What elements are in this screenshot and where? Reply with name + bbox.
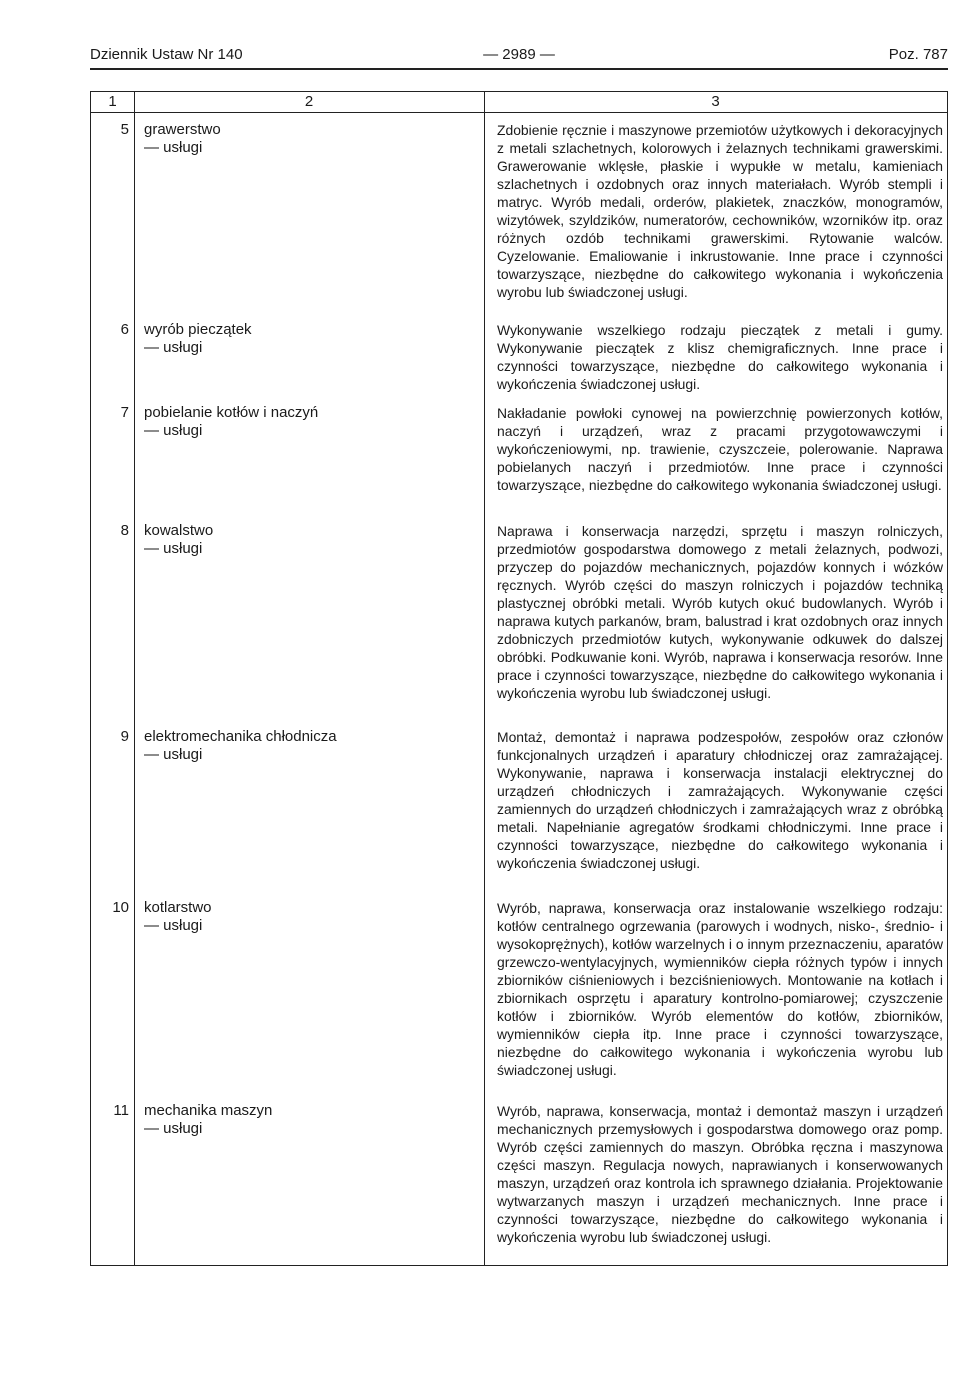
row-number: 8 xyxy=(120,522,129,539)
craft-title: mechanika maszyn xyxy=(144,1102,273,1119)
row-number: 6 xyxy=(120,321,129,338)
header-divider xyxy=(90,68,948,70)
craft-subtitle: — usługi xyxy=(144,422,203,439)
column-header-3: 3 xyxy=(711,93,720,110)
craft-description: Wyrób, naprawa, konserwacja, montaż i demontaż maszyn i urządzeń mechanicznych przemysłowych i gospodarstwa domowego oraz pomp. Wyrób części zamiennych do maszyn. Obróbka ręczna i maszynowa części maszyn. Regulacja nowych, naprawianych i konserwowanych maszyn, urządzeń oraz kontrola ich sprawnego działania. Projektowanie wytwarzanych maszyn i urządzeń mechanicznych. Inne prace i czynności towarzyszące, niezbędne do całkowitego wykonania i wykończenia wyrobu lub świadczonej usługi. xyxy=(497,1103,943,1245)
header-row-divider xyxy=(91,112,947,113)
craft-title: kowalstwo xyxy=(144,522,214,539)
column-divider-1 xyxy=(134,92,135,1265)
craft-description: Zdobienie ręcznie i maszynowe przemiotów użytkowych i dekoracyjnych z metali szlachetnych, kolorowych i żelaznych technikami grawerskimi. Grawerowanie wklęsłe, płaskie i wypukłe w metalu, kamieniach szlachetnych i ozdobnych oraz innych materiałach. Wyrób stempli i matryc. Wyrób medali, orderów, plakietek, znaczków, monogramów, wizytówek, szyldzików, numeratorów, cechowników, wzorników itp. oraz różnych ozdób technikami grawerskimi. Rytowanie walców. Cyzelowanie. Emaliowanie i inkrustowanie. Inne prace i czynności towarzyszące, niezbędne do całkowitego wykonania i wykończenia wyrobu lub świadczonej usługi. xyxy=(497,122,943,300)
craft-description: Wykonywanie wszelkiego rodzaju pieczątek z metali i gumy. Wykonywanie pieczątek z klisz chemigraficznych. Inne prace i czynności towarzyszące, niezbędne do całkowitego wykonania i wykończenia świadczonej usługi. xyxy=(497,322,943,392)
row-number: 5 xyxy=(120,121,129,138)
journal-title: Dziennik Ustaw Nr 140 xyxy=(90,46,243,63)
craft-subtitle: — usługi xyxy=(144,746,203,763)
craft-description: Naprawa i konserwacja narzędzi, sprzętu i maszyn rolniczych, przedmiotów gospodarstwa domowego z metali żelaznych, podwozi, przyczep do pojazdów mechanicznych, pojazdów konnych i wózków ręcznych. Wyrób części do maszyn rolniczych i pojazdów techniką plastycznej obróbki metali. Wyrób kutych okuć budowlanych. Wyrób i naprawa kutych parkanów, bram, balustrad i krat ozdobnych oraz innych zdobniczych przedmiotów kutych, wykonywanie odkuwek do dalszej obróbki. Podkuwanie koni. Wyrób, naprawa i konserwacja resorów. Inne prace i czynności towarzyszące, niezbędne do całkowitego wykonania i wykończenia wyrobu lub świadczonej usługi. xyxy=(497,523,943,701)
craft-name xyxy=(144,522,474,558)
column-header-1: 1 xyxy=(108,93,117,110)
craft-name xyxy=(144,321,474,357)
craft-title: grawerstwo xyxy=(144,121,221,138)
craft-name xyxy=(144,899,474,935)
column-header-2: 2 xyxy=(304,93,314,110)
column-divider-2 xyxy=(484,92,485,1265)
craft-subtitle: — usługi xyxy=(144,540,203,557)
craft-description: Montaż, demontaż i naprawa podzespołów, zespołów oraz członów funkcjonalnych urządzeń i aparatury chłodniczej oraz zamrażającej. Wykonywanie, naprawa i konserwacja instalacji elektrycznej do urządzeń chłodniczych i zamrażających. Wykonywanie części zamiennych do urządzeń chłodniczych i zamrażających wraz z obróbką metali. Napełnianie agregatów środkami chłodniczymi. Inne prace i czynności towarzyszące, niezbędne do całkowitego wykonania i wykończenia świadczonej usługi. xyxy=(497,729,943,871)
craft-subtitle: — usługi xyxy=(144,339,203,356)
craft-title: elektromechanika chłodnicza xyxy=(144,728,337,745)
craft-title: pobielanie kotłów i naczyń xyxy=(144,404,319,421)
craft-subtitle: — usługi xyxy=(144,917,203,934)
row-number: 10 xyxy=(112,899,129,916)
craft-description: Wyrób, naprawa, konserwacja oraz instalowanie wszelkiego rodzaju: kotłów centralnego ogrzewania (parowych i wodnych, nisko-, średnio- i wysokoprężnych), kotłów warzelnych i o innym przeznaczeniu, aparatów grzewczo-wentylacyjnych, wymienników ciepła różnych typów i innych zbiorników ciśnieniowych i bezciśnieniowych. Montowanie na kotłach i zbiornikach osprzętu i aparatury kontrolno-pomiarowej; czyszczenie kotłów i zbiorników. Wyrób elementów do kotłów, zbiorników, wymienników ciepła itp. Inne prace i czynności towarzyszące, niezbędne do całkowitego wykonania i wykończenia wyrobu lub świadczonej usługi. xyxy=(497,900,943,1078)
craft-name xyxy=(144,728,474,764)
row-number: 7 xyxy=(120,404,129,421)
craft-title: wyrób pieczątek xyxy=(144,321,252,338)
row-number: 11 xyxy=(113,1102,129,1119)
craft-subtitle: — usługi xyxy=(144,139,203,156)
row-number: 9 xyxy=(120,728,129,745)
services-table xyxy=(90,91,948,1266)
craft-subtitle: — usługi xyxy=(144,1120,203,1137)
position-number: Poz. 787 xyxy=(888,46,948,63)
craft-title: kotlarstwo xyxy=(144,899,212,916)
craft-name xyxy=(144,1102,474,1138)
page-header xyxy=(90,46,948,68)
craft-description: Nakładanie powłoki cynowej na powierzchnię powierzonych kotłów, naczyń i urządzeń, wraz z pracami przygotowawczymi i wykończeniowymi, np. trawienie, czyszczeie, polerowanie. Naprawa pobielanych naczyń i przedmiotów. Inne prace i czynności towarzyszące, niezbędne do całkowitego wykonania świadczonej usługi. xyxy=(497,405,943,493)
craft-name xyxy=(144,404,474,440)
craft-name xyxy=(144,121,474,157)
page-number: — 2989 — xyxy=(483,46,555,63)
